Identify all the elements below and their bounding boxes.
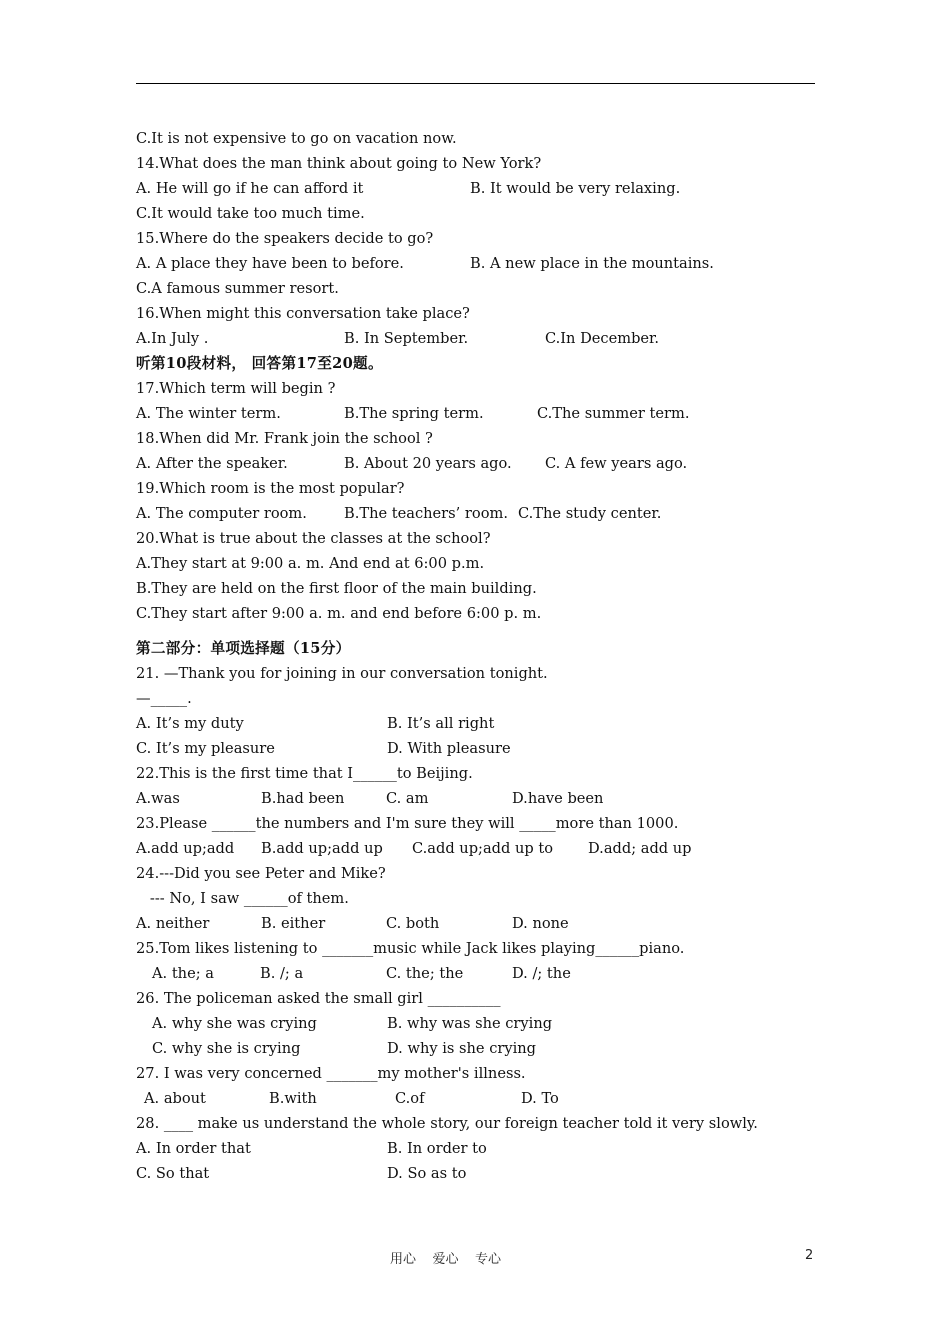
- q24-options: [136, 911, 816, 936]
- option: C. am: [386, 790, 429, 807]
- option: B. A new place in the mountains.: [470, 255, 714, 272]
- option: C. the; the: [386, 965, 464, 982]
- q21-options: [136, 736, 816, 761]
- option: A. After the speaker.: [136, 455, 288, 472]
- question-25: 25.Tom likes listening to _______music while Jack likes playing______piano.: [136, 940, 685, 957]
- q22-options: [136, 786, 816, 811]
- option: D. none: [512, 915, 569, 932]
- option-line: B.They are held on the first floor of the main building.: [136, 580, 537, 597]
- option: D. With pleasure: [387, 740, 511, 757]
- option: A. neither: [136, 915, 210, 932]
- question-17: 17.Which term will begin ?: [136, 380, 336, 397]
- option: A. the; a: [152, 965, 214, 982]
- question-26: 26. The policeman asked the small girl __________: [136, 990, 501, 1007]
- q26-options: [136, 1011, 816, 1036]
- question-23: 23.Please ______the numbers and I'm sure they will _____more than 1000.: [136, 815, 679, 832]
- option: B. It’s all right: [387, 715, 495, 732]
- exam-content: [136, 126, 816, 1186]
- answer-blank-line: —_____.: [136, 690, 192, 707]
- q28-options: [136, 1161, 816, 1186]
- option: B.had been: [261, 790, 345, 807]
- option: D. why is she crying: [387, 1040, 536, 1057]
- text-line: C.It would take too much time.: [136, 205, 365, 222]
- q26-options: [136, 1036, 816, 1061]
- option: B. either: [261, 915, 326, 932]
- option: B. About 20 years ago.: [344, 455, 512, 472]
- question-24: 24.---Did you see Peter and Mike?: [136, 865, 386, 882]
- page-number: 2: [805, 1248, 814, 1263]
- question-14: 14.What does the man think about going to New York?: [136, 155, 542, 172]
- option: B. /; a: [260, 965, 304, 982]
- option-line: A.They start at 9:00 a. m. And end at 6:00 p.m.: [136, 555, 485, 572]
- option: D.add; add up: [588, 840, 692, 857]
- option: A. why she was crying: [152, 1015, 317, 1032]
- option: A. He will go if he can afford it: [136, 180, 364, 197]
- option: D. To: [521, 1090, 559, 1107]
- question-16: 16.When might this conversation take place?: [136, 305, 470, 322]
- question-24-line2: --- No, I saw ______of them.: [136, 890, 349, 907]
- question-19: 19.Which room is the most popular?: [136, 480, 405, 497]
- option: A.In July .: [136, 330, 209, 347]
- text-line: C.It is not expensive to go on vacation now.: [136, 130, 457, 147]
- question-22: 22.This is the first time that I______to Beijing.: [136, 765, 473, 782]
- option: B.add up;add up: [261, 840, 383, 857]
- option: A. The computer room.: [136, 505, 307, 522]
- q23-options: [136, 836, 816, 861]
- q28-options: [136, 1136, 816, 1161]
- option: A.was: [136, 790, 180, 807]
- page-footer: [0, 1248, 950, 1268]
- option-line: C.They start after 9:00 a. m. and end before 6:00 p. m.: [136, 605, 542, 622]
- option: A. about: [144, 1090, 206, 1107]
- option: A.add up;add: [136, 840, 235, 857]
- option: A. It’s my duty: [136, 715, 244, 732]
- option: B. In order to: [387, 1140, 487, 1157]
- text-line: C.A famous summer resort.: [136, 280, 339, 297]
- option: C. why she is crying: [152, 1040, 301, 1057]
- header-rule: [136, 83, 815, 84]
- q19-options: [136, 501, 816, 526]
- option: B. why was she crying: [387, 1015, 553, 1032]
- question-27: 27. I was very concerned _______my mother's illness.: [136, 1065, 526, 1082]
- option: A. The winter term.: [136, 405, 281, 422]
- option: C.The study center.: [518, 505, 662, 522]
- question-18: 18.When did Mr. Frank join the school ?: [136, 430, 433, 447]
- q17-options: [136, 401, 816, 426]
- question-28: 28. ____ make us understand the whole story, our foreign teacher told it very slowly.: [136, 1115, 758, 1132]
- q16-options: [136, 326, 816, 351]
- option: C. A few years ago.: [545, 455, 688, 472]
- option: C. both: [386, 915, 440, 932]
- q15-options: [136, 251, 816, 276]
- option: C.In December.: [545, 330, 660, 347]
- option: B. It would be very relaxing.: [470, 180, 681, 197]
- section-heading: 第二部分：单项选择题（15分）: [136, 640, 351, 657]
- option: D. /; the: [512, 965, 571, 982]
- option: D. So as to: [387, 1165, 467, 1182]
- q25-options: [136, 961, 816, 986]
- option: C.The summer term.: [537, 405, 690, 422]
- option: C.add up;add up to: [412, 840, 554, 857]
- option: B.The teachers’ room.: [344, 505, 508, 522]
- question-20: 20.What is true about the classes at the school?: [136, 530, 491, 547]
- option: C.of: [395, 1090, 425, 1107]
- option: C. So that: [136, 1165, 210, 1182]
- q14-options: [136, 176, 816, 201]
- footer-motto: 用心 爱心 专心: [390, 1252, 502, 1267]
- q27-options: [136, 1086, 816, 1111]
- q18-options: [136, 451, 816, 476]
- option: D.have been: [512, 790, 604, 807]
- question-15: 15.Where do the speakers decide to go?: [136, 230, 434, 247]
- section-heading: 听第10段材料， 回答第17至20题。: [136, 355, 383, 372]
- option: B. In September.: [344, 330, 469, 347]
- question-21: 21. —Thank you for joining in our conversation tonight.: [136, 665, 548, 682]
- option: A. A place they have been to before.: [136, 255, 404, 272]
- option: B.with: [269, 1090, 317, 1107]
- option: C. It’s my pleasure: [136, 740, 275, 757]
- option: A. In order that: [136, 1140, 251, 1157]
- option: B.The spring term.: [344, 405, 484, 422]
- q21-options: [136, 711, 816, 736]
